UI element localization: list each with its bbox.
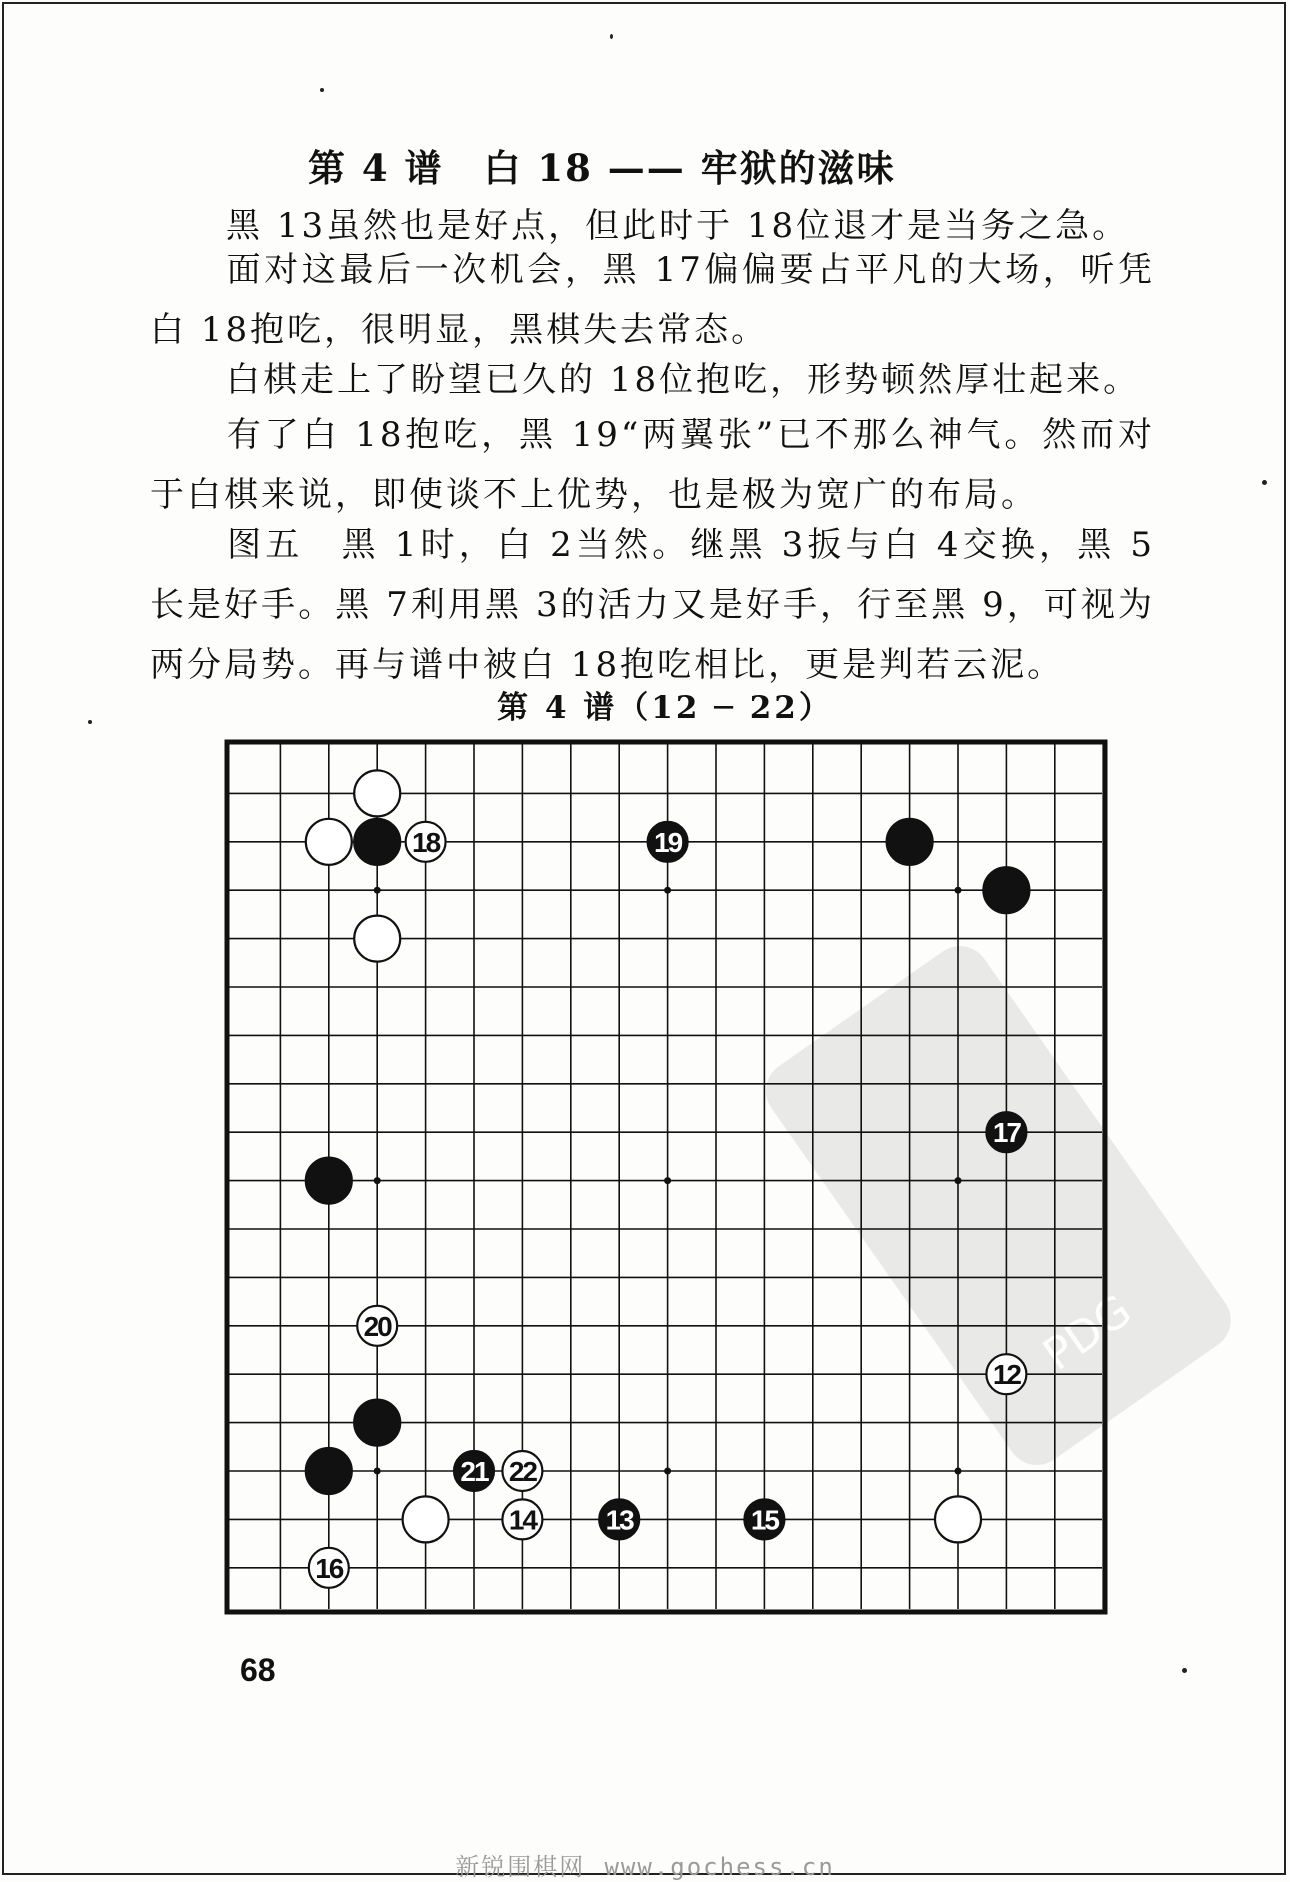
- white-stone: [935, 1496, 981, 1542]
- stone-disc: [983, 867, 1029, 913]
- stone-disc: [354, 1400, 400, 1446]
- stone-disc: [306, 819, 352, 865]
- stone-disc: [935, 1496, 981, 1542]
- stone-move-number: 22: [508, 1456, 536, 1487]
- white-stone-18: [406, 822, 446, 862]
- section-title: [308, 138, 896, 192]
- paragraph-1: 黑 13虽然也是好点，但此时于 18位退才是当务之急。: [226, 206, 1130, 246]
- watermark-stamp-text: PDG: [1034, 1284, 1141, 1381]
- black-stone: [887, 819, 933, 865]
- white-stone-22: [502, 1451, 542, 1491]
- white-stone-16: [309, 1548, 349, 1588]
- star-point: [374, 1468, 381, 1475]
- black-stone: [354, 1400, 400, 1446]
- star-point: [955, 887, 962, 894]
- white-stone: [354, 916, 400, 962]
- stone-move-number: 15: [750, 1504, 778, 1536]
- star-point: [664, 887, 671, 894]
- scan-speck: [610, 34, 613, 39]
- scan-speck: [1262, 480, 1267, 485]
- stone-move-number: 20: [363, 1310, 391, 1342]
- page-number: 68: [240, 1652, 276, 1688]
- stone-disc: [354, 819, 400, 865]
- black-stone-15: [744, 1499, 784, 1539]
- stone-move-number: 21: [460, 1456, 488, 1487]
- star-point: [374, 1177, 381, 1184]
- black-stone-17: [986, 1112, 1026, 1152]
- white-stone-14: [502, 1499, 542, 1539]
- star-point: [374, 887, 381, 894]
- section-title-number: 第 4 谱: [308, 146, 444, 190]
- stone-disc: [306, 1158, 352, 1204]
- stone-move-number: 17: [992, 1117, 1020, 1149]
- stone-disc: [354, 770, 400, 816]
- white-stone-12: [986, 1354, 1026, 1394]
- stone-disc: [403, 1496, 449, 1542]
- white-stone: [306, 819, 352, 865]
- footer-site-name: 新锐围棋网: [455, 1853, 586, 1881]
- star-point: [664, 1468, 671, 1475]
- stone-move-number: 16: [315, 1552, 343, 1584]
- black-stone: [306, 1448, 352, 1494]
- footer-url: www.gochess.cn: [604, 1853, 835, 1881]
- paragraph-2: 面对这最后一次机会，黑 17偏偏要占平凡的大场，听凭白 18抱吃，很明显，黑棋失去常态。: [150, 250, 1155, 350]
- black-stone-21: [454, 1451, 494, 1491]
- footer-watermark: [0, 1847, 1290, 1882]
- stone-move-number: 18: [412, 826, 440, 858]
- stone-move-number: 13: [605, 1504, 633, 1536]
- star-point: [664, 1177, 671, 1184]
- white-stone: [354, 770, 400, 816]
- star-point: [955, 1177, 962, 1184]
- stone-disc: [306, 1448, 352, 1494]
- scan-speck: [320, 88, 324, 92]
- stone-move-number: 14: [508, 1504, 536, 1536]
- paragraph-3: 白棋走上了盼望已久的 18位抱吃，形势顿然厚壮起来。: [226, 360, 1141, 400]
- paragraph-4: 有了白 18抱吃，黑 19“两翼张”已不那么神气。然而对于白棋来说，即使谈不上优势，也是极为宽广的布局。: [150, 415, 1155, 515]
- paragraph-5: 图五 黑 1时，白 2当然。继黑 3扳与白 4交换，黑 5长是好手。黑 7利用黑 3的活力又是好手，行至黑 9，可视为两分局势。再与谱中被白 18抱吃相比，更是判若云泥。: [150, 525, 1155, 685]
- stone-disc: [354, 916, 400, 962]
- star-point: [955, 1468, 962, 1475]
- stone-move-number: 19: [654, 826, 682, 858]
- white-stone: [403, 1496, 449, 1542]
- scan-speck: [1182, 1668, 1187, 1673]
- stone-disc: [887, 819, 933, 865]
- black-stone: [354, 819, 400, 865]
- diagram-caption: 第 4 谱（12 ─ 22）: [497, 690, 833, 726]
- black-stone: [983, 867, 1029, 913]
- black-stone-19: [648, 822, 688, 862]
- go-board-diagram: [222, 737, 1141, 1617]
- black-stone-13: [599, 1499, 639, 1539]
- black-stone: [306, 1158, 352, 1204]
- white-stone-20: [357, 1306, 397, 1346]
- stone-move-number: 12: [992, 1359, 1020, 1391]
- section-title-text: 白 18 —— 牢狱的滋味: [483, 146, 896, 190]
